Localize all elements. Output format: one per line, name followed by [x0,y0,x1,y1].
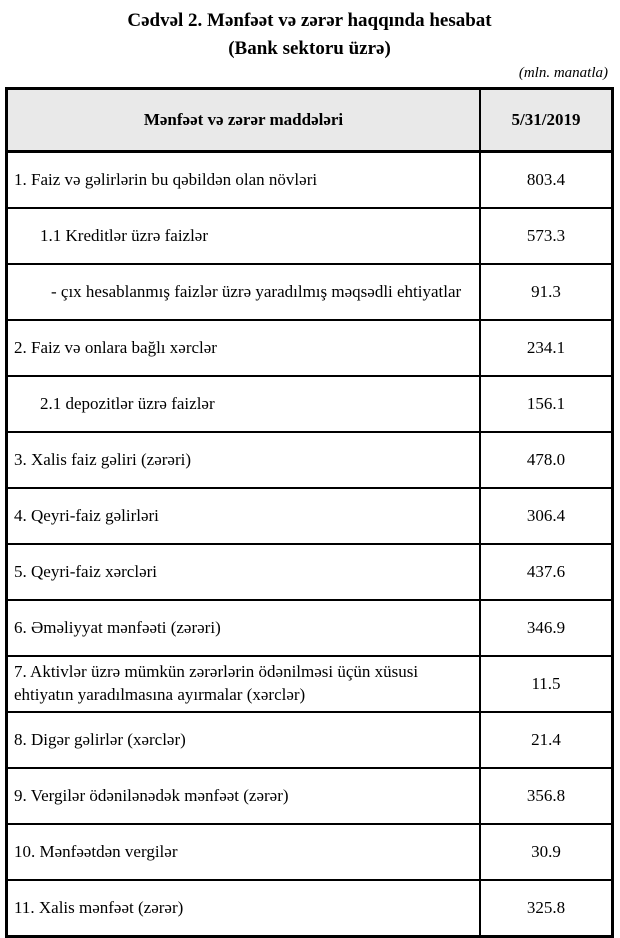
column-header-date: 5/31/2019 [480,89,613,152]
row-label: 4. Qeyri-faiz gəlirləri [7,488,481,544]
report-page [0,7,620,938]
row-label: 11. Xalis mənfəət (zərər) [7,880,481,937]
row-label: - çıx hesablanmış faizlər üzrə yaradılmış məqsədli ehtiyatlar [7,264,481,320]
row-value: 306.4 [480,488,613,544]
row-value: 346.9 [480,600,613,656]
row-value: 30.9 [480,824,613,880]
profit-loss-table [5,87,614,938]
table-row [7,768,613,824]
table-row [7,376,613,432]
table-row [7,656,613,712]
row-label: 3. Xalis faiz gəliri (zərəri) [7,432,481,488]
row-value: 21.4 [480,712,613,768]
row-label: 1. Faiz və gəlirlərin bu qəbildən olan növləri [7,152,481,209]
table-row [7,208,613,264]
table-row [7,600,613,656]
row-value: 11.5 [480,656,613,712]
row-label: 6. Əməliyyat mənfəəti (zərəri) [7,600,481,656]
row-value: 91.3 [480,264,613,320]
row-label: 7. Aktivlər üzrə mümkün zərərlərin ödənilməsi üçün xüsusi ehtiyatın yaradılmasına ayırmalar (xərclər) [7,656,481,712]
table-row [7,880,613,937]
row-label: 9. Vergilər ödənilənədək mənfəət (zərər) [7,768,481,824]
table-row [7,712,613,768]
row-value: 478.0 [480,432,613,488]
row-label: 5. Qeyri-faiz xərcləri [7,544,481,600]
table-row [7,488,613,544]
row-label: 2.1 depozitlər üzrə faizlər [7,376,481,432]
table-header-row [7,89,613,152]
table-row [7,320,613,376]
row-value: 437.6 [480,544,613,600]
row-label: 10. Mənfəətdən vergilər [7,824,481,880]
row-label: 8. Digər gəlirlər (xərclər) [7,712,481,768]
row-value: 156.1 [480,376,613,432]
table-row [7,264,613,320]
table-row [7,544,613,600]
row-label: 2. Faiz və onlara bağlı xərclər [7,320,481,376]
row-label: 1.1 Kreditlər üzrə faizlər [7,208,481,264]
column-header-items: Mənfəət və zərər maddələri [7,89,481,152]
table-row [7,824,613,880]
page-title-line2: (Bank sektoru üzrə) [228,37,391,59]
row-value: 356.8 [480,768,613,824]
row-value: 325.8 [480,880,613,937]
row-value: 803.4 [480,152,613,209]
page-title [5,7,614,62]
page-title-line1: Cədvəl 2. Mənfəət və zərər haqqında hesabat [127,10,492,31]
table-row [7,152,613,209]
unit-note: (mln. manatla) [518,65,608,82]
row-value: 573.3 [480,208,613,264]
table-row [7,432,613,488]
row-value: 234.1 [480,320,613,376]
